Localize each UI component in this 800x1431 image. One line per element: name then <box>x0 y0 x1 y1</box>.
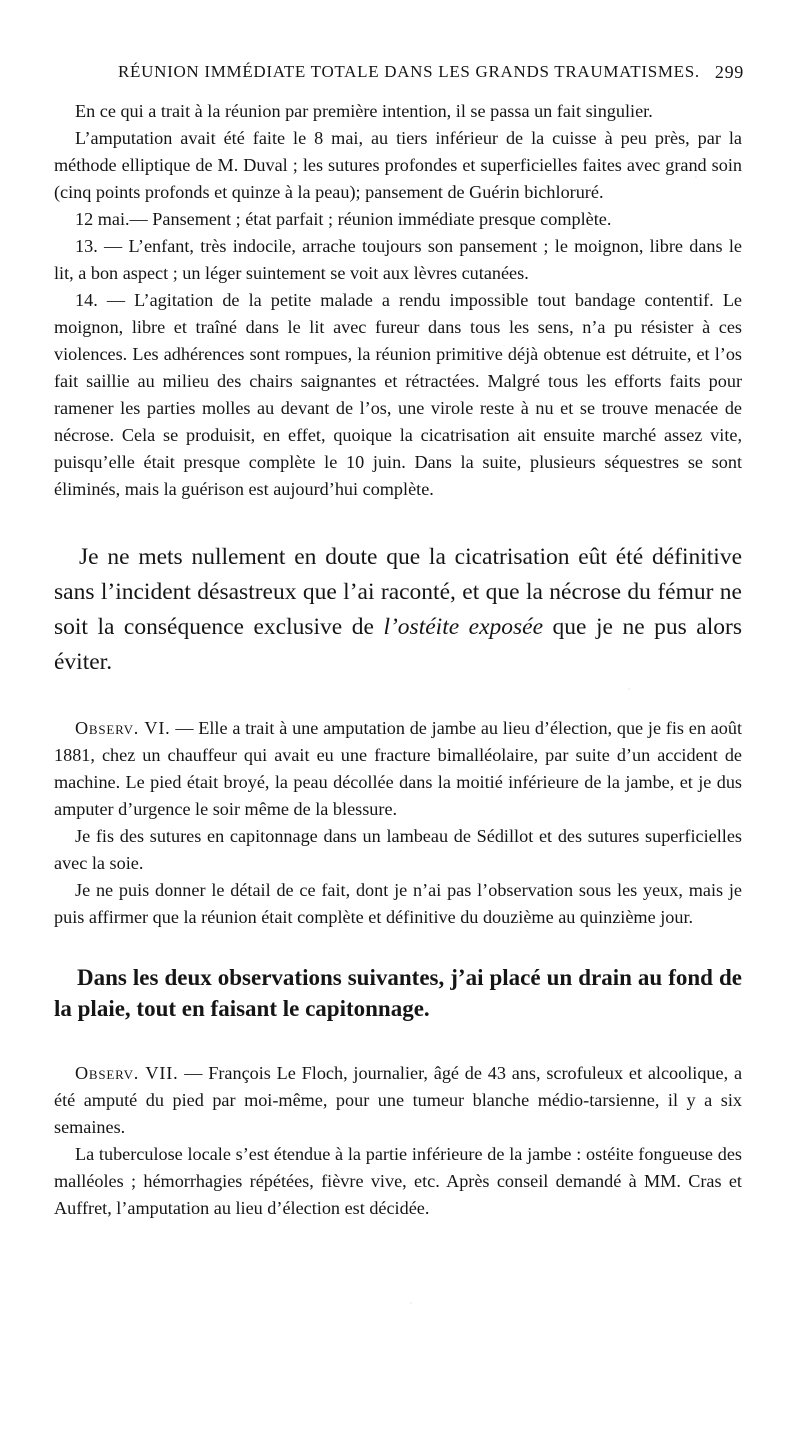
section-spacing <box>54 1024 742 1060</box>
paragraph-amputation-method: L’amputation avait été faite le 8 mai, au tiers inférieur de la cuisse à peu près, par la méthode elliptique de M. Duval ; les sutures profondes et superficielles faites avec grand soin (cinq points profonds et quinze à la peau); pansement de Guérin bichloruré. <box>54 128 742 202</box>
document-page <box>54 58 742 1388</box>
page-body <box>54 98 742 1222</box>
paragraph-singular-fact: En ce qui a trait à la réunion par première intention, il se passa un fait singulier. <box>75 101 653 121</box>
commentary-italic-text: l’ostéite exposée <box>383 614 544 640</box>
paper-speck <box>628 688 630 690</box>
commentary-text-before: Je ne mets nullement en doute que la cicatrisation eût été définitive sans l’incident désastreux que l’ai raconté, et que la nécrose du fémur ne soit la conséquence exclusive de <box>54 544 742 640</box>
section-spacing <box>54 503 742 540</box>
paragraph-tuberculosis: La tuberculose locale s’est étendue à la partie inférieure de la jambe : ostéite fongueuse des malléoles ; hémorrhagies répétées, fièvre vive, etc. Après conseil demandé à MM. Cras et Auffret, l’amputation au lieu d’élection est décidée. <box>54 1144 742 1218</box>
paragraph-final-reunion: Je ne puis donner le détail de ce fait, dont je n’ai pas l’observation sous les yeux, mais je puis affirmer que la réunion était complète et définitive du douzième au quinzième jour. <box>54 880 742 927</box>
section-spacing <box>54 931 742 962</box>
observation-vi <box>54 715 742 823</box>
running-title: RÉUNION IMMÉDIATE TOTALE DANS LES GRANDS TRAUMATISMES. <box>118 62 700 81</box>
paragraph-may-12: 12 mai.— Pansement ; état parfait ; réunion immédiate presque complète. <box>75 209 612 229</box>
observation-text: — Elle a trait à une amputation de jambe au lieu d’élection, que je fis en août 1881, chez un chauffeur qui avait eu une fracture bimalléolaire, par suite d’un accident de machine. Le pied était broyé, la peau décollée dans la moitié inférieure de la jambe, et je dus amputer d’urgence le soir même de la blessure. <box>54 718 742 819</box>
commentary-large-paragraph <box>54 540 742 680</box>
paragraph-may-13: 13. — L’enfant, très indocile, arrache toujours son pansement ; le moignon, libre dans le lit, a bon aspect ; un léger suintement se voit aux lèvres cutanées. <box>54 236 742 283</box>
observation-label: Observ. VI. <box>75 718 171 738</box>
observation-vii <box>54 1060 742 1141</box>
page-number: 299 <box>714 61 744 82</box>
section-spacing <box>54 680 742 715</box>
drain-observation-heading: Dans les deux observations suivantes, j’ai placé un drain au fond de la plaie, tout en faisant le capitonnage. <box>54 965 742 1021</box>
paragraph-may-14: 14. — L’agitation de la petite malade a rendu impossible tout bandage contentif. Le moignon, libre et traîné dans le lit avec fureur dans tous les sens, n’a pu résister à ces violences. Les adhérences sont rompues, la réunion primitive déjà obtenue est détruite, et l’os fait saillie au milieu des chairs saignantes et rétractées. Malgré tous les efforts faits pour ramener les parties molles au devant de l’os, une virole reste à nu et se trouve menacée de nécrose. Cela se produisit, en effet, quoique la cicatrisation ait ensuite marché assez vite, puisqu’elle était presque complète le 10 juin. Dans la suite, plusieurs séquestres se sont éliminés, mais la guérison est aujourd’hui complète. <box>54 290 742 499</box>
commentary-text-after: que je ne pus alors éviter. <box>54 614 742 675</box>
observation-label: Observ. VII. <box>75 1063 179 1083</box>
paper-speck <box>410 1302 412 1304</box>
paper-speck <box>695 176 697 178</box>
paragraph-sutures: Je fis des sutures en capitonnage dans un lambeau de Sédillot et des sutures superficielles avec la soie. <box>54 826 742 873</box>
observation-text: — François Le Floch, journalier, âgé de 43 ans, scrofuleux et alcoolique, a été amputé du pied par moi-même, pour une tumeur blanche médio-tarsienne, il y a six semaines. <box>54 1063 743 1137</box>
